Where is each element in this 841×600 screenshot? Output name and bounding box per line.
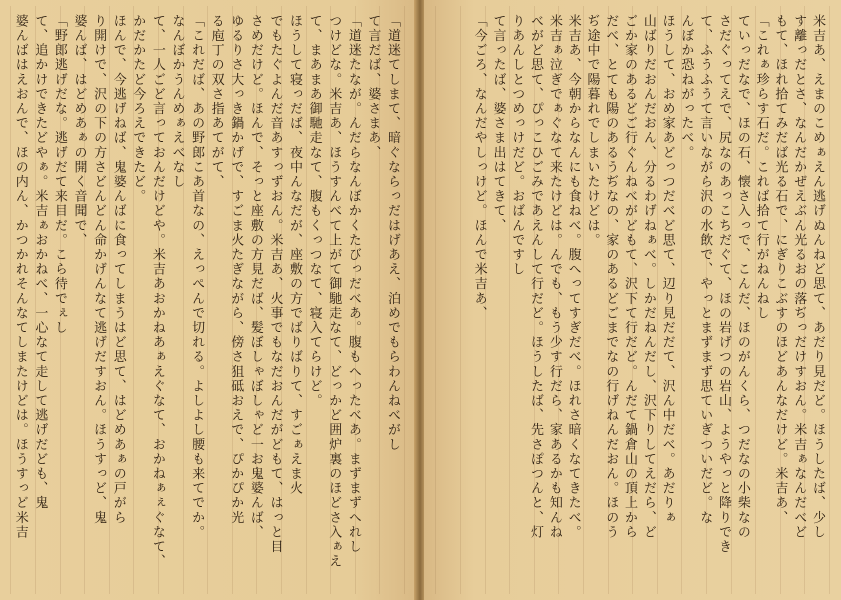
right-page (424, 0, 841, 600)
text-column: て言ったば、婆さま出はてきて、 (490, 14, 506, 233)
text-column: て、ふうふうて言いながら沢の水飲で、やっとまずまず思ていぎついだど。な (697, 14, 713, 525)
right-page-text (472, 14, 829, 590)
ruled-line (10, 6, 11, 594)
text-column: なんぼかうんめぁえべなし (169, 14, 185, 190)
left-page-text (12, 14, 404, 590)
text-column: 山ばりだおんだおん、分るわげねぁべ。しかだねんだし、沢下りしてえだら、ど (641, 14, 656, 540)
text-column: る庖丁の双さ指あてがて、 (208, 14, 224, 190)
text-column: 婆んばはえおんで、ほの内ん、かつかれそんなてしまたけどは。ほうすっど米吉 (12, 14, 28, 540)
text-column: ていっだなで、ほの石、懐さ入っで、こんだ、ほのがんくら、つだなの小柴なの (735, 14, 750, 540)
ruled-line (460, 6, 461, 594)
text-column: 「道迷たなが。んだらなんぼかくたびっだべあ。腹もへったべあ。まずまずへれし (345, 14, 361, 555)
text-column: て、まあまあ御馳走なて、腹もくっつなて、寝入てらけど。 (306, 14, 322, 409)
text-column: す離っだとさ、なんだかぜえぶん光るおの落ぢっだけすおん。米吉ぁなんだべど (791, 14, 807, 540)
text-column: つけどな。米吉あ、ほうすんべて上がて御馳走なて、どっかど囲炉裏のほどさ入ぁえ (326, 14, 342, 569)
text-column: 米吉ぁ泣ぎでぁぐなて来たけどは。んでも、もう少す行だら、家あるかも知んね (547, 14, 562, 540)
text-column: 「これぁ珍らす石だ。これば拾て行がねんねし (753, 14, 769, 321)
text-column: ほうして寝っだば、夜中んなだが、座敷の方でばりばりて、すごぁえま火 (287, 14, 303, 496)
text-column: ぢ途中で陽暮れでしまいたけどは。 (584, 14, 600, 248)
text-column: さめだけど。ほんで、そっと座敷の方見だば、髪ぼしゃぼしゃど一お鬼婆んば、 (247, 14, 263, 540)
text-column: ほうして、おめ家あどっつだべど思て、辺り見だだて、沢ん中だべ。あだりぁ (659, 14, 675, 525)
text-column: 「これだば、あの野郎こあ首なの、えっぺんで切れる。よしよし腰も来てでか。 (189, 14, 205, 540)
text-column: 「道迷てしまて、暗ぐならっだはげあえ、泊めでもらわんねべがし (385, 14, 400, 452)
text-column: て言だば、婆さまあ、 (365, 14, 381, 160)
text-column: 婆んば、はどめあぁの開く音聞で、 (71, 14, 87, 248)
text-column: 米吉あ、今朝からなんにも食ねべ。腹へってすぎだべ。ほれさ暗くなてきたべ。 (565, 14, 581, 540)
ruled-line (435, 6, 436, 594)
text-column: ごか家のあるどご行ぐんねべがどもて、沢下て行だど。んだて鍋倉山の頂上から (622, 14, 638, 540)
text-column: りあんしとつめっけだど。おばんですし (509, 14, 525, 277)
text-column: さだぐってえで、尻なのあっこちだぐて、ほの岩げつの岩山、ようやっと降りでき (716, 14, 732, 555)
text-column: 「野郎逃げだな。逃げだて来目だ。こら待でぇし (51, 14, 67, 336)
text-column: べがど思て、ぴっこひごみであえんして行だど。ほうしたば、先さぽつんと、灯 (528, 14, 544, 540)
text-column: て、追かけできたどやぁ。米吉ぁおかねべ、一心なて走して逃げだども、鬼 (32, 14, 48, 511)
text-column: 米吉あ、えまのこめぁえん逃げぬんねど思て、あだり見だど。ほうしたば、少し (810, 14, 825, 540)
text-column: かだかたど今ろえできたど。 (130, 14, 146, 204)
text-column: り開けで、沢の下の方さどんどん命かげんなて逃げだすおん。ほうすっど、鬼 (91, 14, 107, 525)
text-column: ほんで、今逃げねば、鬼婆んばに食ってしまうはど思て、はどめあぁの戸がら (110, 14, 126, 525)
text-column: もて、ほれ拾てみだば光る石で、にぎりこぶすのほどあんなだけど。米吉あ、 (772, 14, 788, 525)
left-page (0, 0, 416, 600)
text-column: んぼか恐ねがったべ。 (678, 14, 694, 160)
text-column: て、一人ごど言っておんだけどや。米吉あおかねあぁえぐなて、おかねぁぇぐなて、 (149, 14, 165, 569)
ruled-line (829, 6, 830, 594)
ruled-line (404, 6, 405, 594)
text-column: 「今ごろ、なんだやしっけど。ほんで米吉あ、 (471, 14, 487, 321)
text-column: でもたぐよんだ音あすっずおん。米吉あ、火事でもなだおんだがどもて、はっと目 (267, 14, 283, 555)
text-column: ゆるりさ大っき鍋かげで、すごま火たぎながら、傍さ狙砥おえで、ぴかぴか光 (228, 14, 244, 525)
text-column: だべ、とても陽のあるうぢなの、家のあるどごまでなの行げねんだおん。ほのう (603, 14, 619, 540)
